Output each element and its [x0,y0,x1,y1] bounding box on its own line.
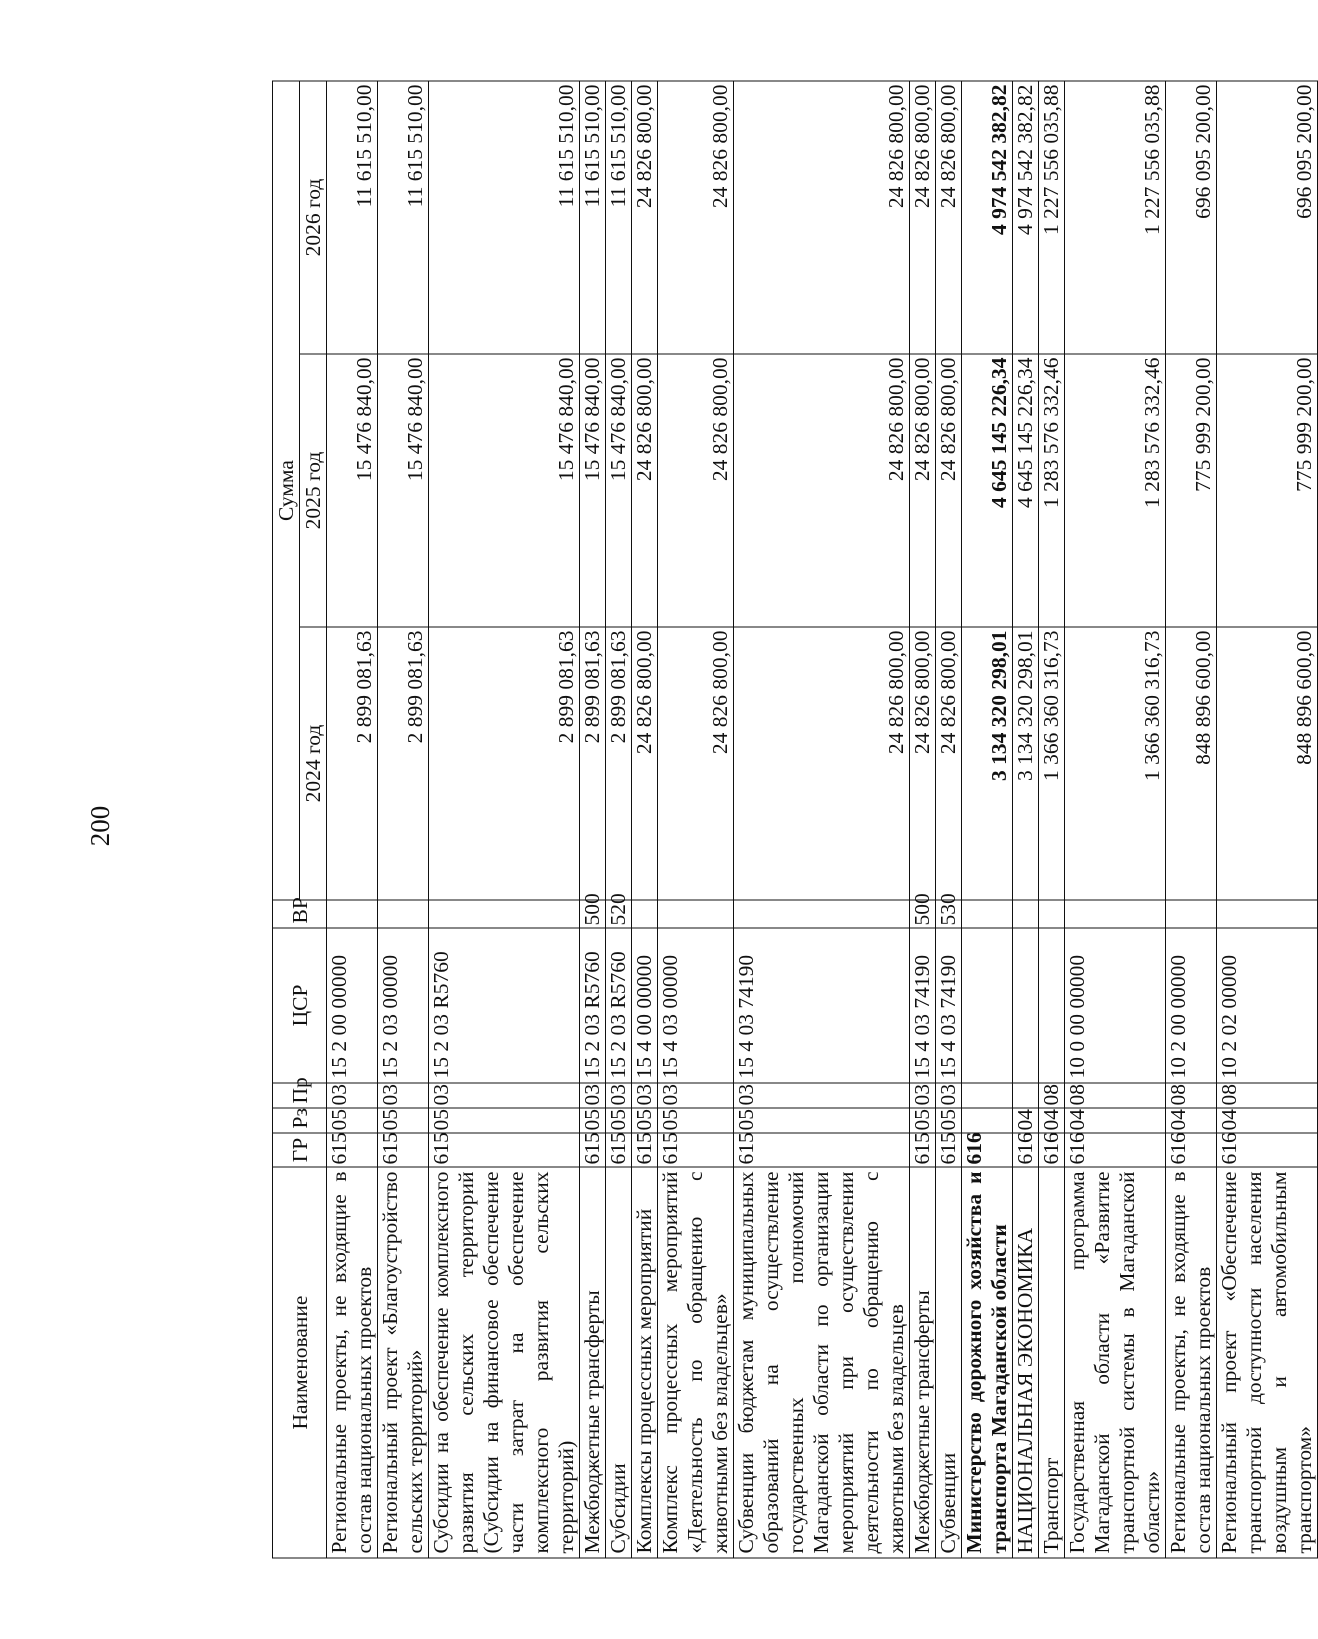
row-vr [1065,900,1166,928]
row-name: Субвенции бюджетам муниципальных образований на осуществление государственных полномочий Магаданской области по организации мероприятий при осуществлении деятельности по обращению с животными без владельцев [734,1167,910,1558]
row-sum-2024: 24 826 800,00 [632,627,658,900]
row-name: Региональный проект «Благоустройство сельских территорий» [378,1167,429,1558]
row-sum-2025: 1 283 576 332,46 [1039,354,1065,627]
row-sum-2026: 1 227 556 035,88 [1039,81,1065,354]
row-name: Межбюджетные трансферты [910,1167,936,1558]
row-sum-2025: 15 476 840,00 [580,354,606,627]
table-body [327,81,1318,1558]
row-gr: 615 [327,1133,378,1167]
row-sum-2024: 2 899 081,63 [606,627,632,900]
row-csr: 15 2 00 00000 [327,928,378,1083]
row-sum-2025: 24 826 800,00 [658,354,734,627]
row-name: Региональные проекты, не входящие в состав национальных проектов [327,1167,378,1558]
table-row [327,81,378,1558]
row-vr [632,900,658,928]
row-rz: 05 [936,1108,962,1133]
row-sum-2024: 3 134 320 298,01 [962,627,1013,900]
row-csr: 15 4 03 74190 [936,928,962,1083]
row-gr: 616 [1065,1133,1166,1167]
row-rz [962,1108,1013,1133]
row-rz: 04 [1039,1108,1065,1133]
row-sum-2026: 11 615 510,00 [606,81,632,354]
row-sum-2025: 4 645 145 226,34 [962,354,1013,627]
row-name: Государственная программа Магаданской области «Развитие транспортной системы в Магаданской области» [1065,1167,1166,1558]
row-gr: 615 [734,1133,910,1167]
row-sum-2026: 11 615 510,00 [327,81,378,354]
row-vr [1013,900,1039,928]
header-csr: ЦСР [273,928,327,1083]
row-name: НАЦИОНАЛЬНАЯ ЭКОНОМИКА [1013,1167,1039,1558]
row-sum-2024: 848 896 600,00 [1217,627,1318,900]
row-gr: 616 [1166,1133,1217,1167]
row-csr [1039,928,1065,1083]
row-pr: 03 [378,1083,429,1108]
row-name: Комплекс процессных мероприятий «Деятельность по обращению с животными без владельцев» [658,1167,734,1558]
row-name: Субвенции [936,1167,962,1558]
row-rz: 05 [580,1108,606,1133]
row-vr [327,900,378,928]
row-sum-2025: 775 999 200,00 [1166,354,1217,627]
row-csr: 10 0 00 00000 [1065,928,1166,1083]
row-csr: 15 2 03 00000 [378,928,429,1083]
row-csr: 15 2 03 R5760 [580,928,606,1083]
row-csr: 10 2 00 00000 [1166,928,1217,1083]
row-rz: 05 [632,1108,658,1133]
row-sum-2026: 4 974 542 382,82 [962,81,1013,354]
header-pr: Пр [273,1083,327,1108]
budget-table [272,81,1318,1559]
row-gr: 615 [632,1133,658,1167]
row-rz: 05 [327,1108,378,1133]
row-sum-2026: 24 826 800,00 [658,81,734,354]
table-row [580,81,606,1558]
row-vr: 530 [936,900,962,928]
header-vr: ВР [273,900,327,928]
row-pr: 03 [734,1083,910,1108]
row-csr: 15 2 03 R5760 [429,928,580,1083]
row-pr [962,1083,1013,1108]
row-pr: 03 [429,1083,580,1108]
row-name: Комплексы процессных мероприятий [632,1167,658,1558]
row-pr: 03 [606,1083,632,1108]
row-sum-2024: 848 896 600,00 [1166,627,1217,900]
row-sum-2026: 24 826 800,00 [936,81,962,354]
row-csr: 15 4 03 74190 [910,928,936,1083]
row-name: Министерство дорожного хозяйства и транспорта Магаданской области [962,1167,1013,1558]
row-gr: 616 [1217,1133,1318,1167]
row-rz: 05 [734,1108,910,1133]
row-sum-2026: 4 974 542 382,82 [1013,81,1039,354]
header-gr: ГР [273,1133,327,1167]
row-pr: 08 [1039,1083,1065,1108]
row-name: Субсидии [606,1167,632,1558]
row-sum-2026: 24 826 800,00 [910,81,936,354]
table-row [734,81,910,1558]
table-row [606,81,632,1558]
header-2026: 2026 год [300,81,327,354]
table-row [1065,81,1166,1558]
row-sum-2025: 15 476 840,00 [378,354,429,627]
row-csr [962,928,1013,1083]
row-sum-2025: 24 826 800,00 [936,354,962,627]
row-rz: 05 [606,1108,632,1133]
row-sum-2025: 775 999 200,00 [1217,354,1318,627]
row-csr: 10 2 02 00000 [1217,928,1318,1083]
budget-table-container [272,82,1316,1559]
table-row [936,81,962,1558]
row-sum-2024: 1 366 360 316,73 [1039,627,1065,900]
row-sum-2025: 24 826 800,00 [734,354,910,627]
row-gr: 616 [1013,1133,1039,1167]
row-sum-2026: 1 227 556 035,88 [1065,81,1166,354]
row-sum-2025: 24 826 800,00 [910,354,936,627]
row-vr [1166,900,1217,928]
row-sum-2024: 2 899 081,63 [429,627,580,900]
row-name: Межбюджетные трансферты [580,1167,606,1558]
row-csr: 15 4 00 00000 [632,928,658,1083]
row-csr: 15 4 03 74190 [734,928,910,1083]
row-gr: 615 [378,1133,429,1167]
row-pr [1013,1083,1039,1108]
row-csr [1013,928,1039,1083]
row-sum-2024: 2 899 081,63 [327,627,378,900]
row-sum-2026: 11 615 510,00 [378,81,429,354]
header-rz: Рз [273,1108,327,1133]
row-pr: 03 [658,1083,734,1108]
row-gr: 615 [429,1133,580,1167]
row-sum-2024: 2 899 081,63 [378,627,429,900]
row-csr: 15 4 03 00000 [658,928,734,1083]
row-sum-2026: 696 095 200,00 [1166,81,1217,354]
row-sum-2025: 15 476 840,00 [606,354,632,627]
row-gr: 616 [1039,1133,1065,1167]
row-gr: 615 [606,1133,632,1167]
row-vr [1039,900,1065,928]
table-row [632,81,658,1558]
row-sum-2025: 4 645 145 226,34 [1013,354,1039,627]
table-row [378,81,429,1558]
table-row [962,81,1013,1558]
header-sum: Сумма [273,81,300,900]
row-sum-2026: 24 826 800,00 [734,81,910,354]
row-sum-2024: 24 826 800,00 [734,627,910,900]
row-sum-2026: 696 095 200,00 [1217,81,1318,354]
table-row [1217,81,1318,1558]
table-row [910,81,936,1558]
row-sum-2026: 11 615 510,00 [580,81,606,354]
table-row [429,81,580,1558]
row-gr: 615 [910,1133,936,1167]
row-sum-2024: 24 826 800,00 [936,627,962,900]
row-sum-2024: 24 826 800,00 [910,627,936,900]
row-sum-2024: 24 826 800,00 [658,627,734,900]
row-pr: 03 [632,1083,658,1108]
page-number: 200 [85,805,115,847]
row-pr: 08 [1217,1083,1318,1108]
table-row [1166,81,1217,1558]
row-sum-2024: 1 366 360 316,73 [1065,627,1166,900]
row-rz: 04 [1217,1108,1318,1133]
row-pr: 03 [327,1083,378,1108]
row-pr: 08 [1166,1083,1217,1108]
row-pr: 03 [910,1083,936,1108]
row-vr: 500 [580,900,606,928]
row-gr: 615 [658,1133,734,1167]
table-row [1013,81,1039,1558]
table-row [658,81,734,1558]
row-vr: 500 [910,900,936,928]
row-gr: 615 [936,1133,962,1167]
row-rz: 04 [1013,1108,1039,1133]
row-pr: 03 [936,1083,962,1108]
row-sum-2025: 1 283 576 332,46 [1065,354,1166,627]
row-name: Транспорт [1039,1167,1065,1558]
row-rz: 05 [429,1108,580,1133]
row-rz: 05 [658,1108,734,1133]
row-rz: 04 [1065,1108,1166,1133]
header-name: Наименование [273,1167,327,1558]
row-pr: 03 [580,1083,606,1108]
row-rz: 05 [378,1108,429,1133]
row-vr [429,900,580,928]
row-vr [1217,900,1318,928]
row-sum-2025: 24 826 800,00 [632,354,658,627]
row-gr: 616 [962,1133,1013,1167]
row-sum-2025: 15 476 840,00 [327,354,378,627]
header-2024: 2024 год [300,627,327,900]
row-vr: 520 [606,900,632,928]
row-sum-2026: 11 615 510,00 [429,81,580,354]
row-rz: 04 [1166,1108,1217,1133]
row-vr [734,900,910,928]
row-sum-2026: 24 826 800,00 [632,81,658,354]
row-vr [962,900,1013,928]
row-csr: 15 2 03 R5760 [606,928,632,1083]
row-vr [658,900,734,928]
row-name: Региональные проекты, не входящие в состав национальных проектов [1166,1167,1217,1558]
header-2025: 2025 год [300,354,327,627]
row-vr [378,900,429,928]
table-row [1039,81,1065,1558]
row-sum-2024: 2 899 081,63 [580,627,606,900]
row-name: Региональный проект «Обеспечение транспортной доступности населения воздушным и автомобильным транспортом» [1217,1167,1318,1558]
row-sum-2025: 15 476 840,00 [429,354,580,627]
row-gr: 615 [580,1133,606,1167]
row-pr: 08 [1065,1083,1166,1108]
row-rz: 05 [910,1108,936,1133]
row-name: Субсидии на обеспечение комплексного развития сельских территорий (Субсидии на финансовое обеспечение части затрат на обеспечение комплексного развития сельских территорий) [429,1167,580,1558]
row-sum-2024: 3 134 320 298,01 [1013,627,1039,900]
